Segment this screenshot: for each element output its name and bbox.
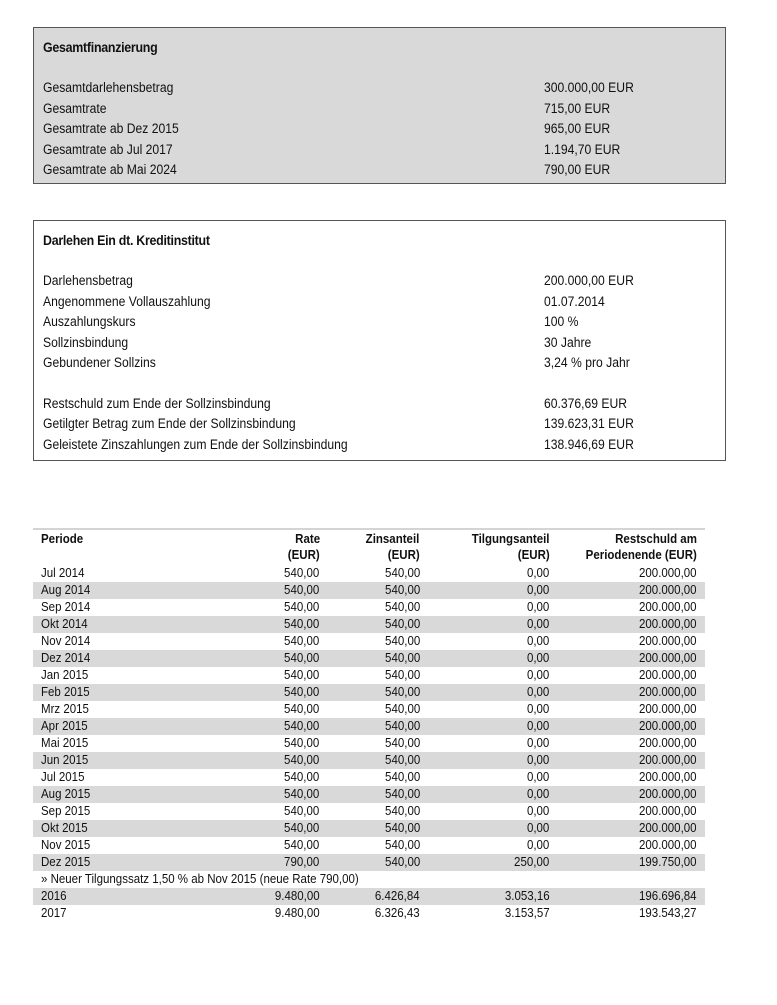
cell-restschuld: 196.696,84	[558, 888, 705, 905]
cell-periode: Aug 2015	[33, 786, 221, 803]
cell-rate: 540,00	[284, 702, 320, 716]
cell-zinsanteil: 540,00	[384, 702, 420, 716]
row-value: 200.000,00 EUR	[544, 273, 634, 288]
cell-zinsanteil: 6.426,84	[328, 888, 428, 905]
cell-periode: Apr 2015	[33, 718, 221, 735]
cell-restschuld: 200.000,00	[639, 770, 697, 784]
note-cell: » Neuer Tilgungssatz 1,50 % ab Nov 2015 (neue Rate 790,00)	[41, 872, 359, 886]
cell-zinsanteil: 540,00	[384, 736, 420, 750]
cell-restschuld: 200.000,00	[558, 582, 705, 599]
cell-rate: 540,00	[284, 770, 320, 784]
cell-periode: Feb 2015	[33, 684, 221, 701]
table-row	[33, 786, 705, 803]
row-value: 60.376,69 EUR	[544, 395, 628, 411]
cell-tilgungsanteil: 0,00	[527, 600, 550, 614]
cell-rate: 540,00	[284, 668, 320, 682]
cell-rate: 540,00	[221, 786, 328, 803]
cell-restschuld: 200.000,00	[558, 786, 705, 803]
cell-rate: 540,00	[221, 616, 328, 633]
cell-restschuld: 200.000,00	[639, 838, 697, 852]
cell-restschuld: 199.750,00	[558, 854, 705, 871]
cell-tilgungsanteil: 0,00	[428, 786, 558, 803]
cell-restschuld: 200.000,00	[639, 566, 697, 580]
cell-rate: 540,00	[284, 804, 320, 818]
column-header-tilgungsanteil: Tilgungsanteil (EUR)	[471, 532, 550, 562]
cell-periode: Dez 2015	[33, 854, 221, 871]
cell-tilgungsanteil: 0,00	[428, 684, 558, 701]
row-label: Geleistete Zinszahlungen zum Ende der Sollzinsbindung	[43, 436, 348, 452]
cell-tilgungsanteil: 250,00	[428, 854, 558, 871]
table-row	[33, 650, 705, 667]
table-row	[33, 701, 705, 718]
cell-tilgungsanteil: 0,00	[527, 702, 550, 716]
row-label: Restschuld zum Ende der Sollzinsbindung	[43, 395, 271, 411]
cell-rate: 540,00	[221, 820, 328, 837]
row-value: 715,00 EUR	[544, 100, 611, 116]
cell-rate: 540,00	[221, 582, 328, 599]
cell-restschuld: 200.000,00	[558, 616, 705, 633]
table-row	[33, 854, 705, 871]
table-row	[33, 803, 705, 820]
row-label: Sollzinsbindung	[43, 334, 129, 350]
cell-tilgungsanteil: 3.153,57	[504, 906, 550, 920]
cell-zinsanteil: 540,00	[384, 600, 420, 614]
cell-rate: 9.480,00	[221, 888, 328, 905]
cell-tilgungsanteil: 0,00	[527, 736, 550, 750]
cell-rate: 790,00	[221, 854, 328, 871]
cell-rate: 540,00	[221, 752, 328, 769]
cell-tilgungsanteil: 0,00	[527, 566, 550, 580]
cell-tilgungsanteil: 0,00	[428, 718, 558, 735]
cell-periode: Okt 2015	[33, 820, 221, 837]
cell-zinsanteil: 540,00	[328, 650, 428, 667]
cell-zinsanteil: 540,00	[384, 634, 420, 648]
cell-tilgungsanteil: 0,00	[428, 616, 558, 633]
cell-periode: Jun 2015	[33, 752, 221, 769]
cell-periode: Dez 2014	[33, 650, 221, 667]
loan-row	[43, 292, 717, 313]
loan-row	[43, 312, 717, 333]
row-label: Gesamtrate ab Mai 2024	[43, 162, 177, 177]
cell-tilgungsanteil: 0,00	[428, 752, 558, 769]
summary-row	[43, 99, 717, 120]
cell-rate: 540,00	[284, 736, 320, 750]
cell-zinsanteil: 540,00	[384, 804, 420, 818]
cell-periode: 2016	[33, 888, 221, 905]
cell-rate: 9.480,00	[274, 906, 320, 920]
gesamtfinanzierung-title: Gesamtfinanzierung	[43, 40, 158, 55]
cell-rate: 540,00	[221, 718, 328, 735]
loan-row	[43, 353, 717, 374]
cell-zinsanteil: 540,00	[328, 718, 428, 735]
column-header-periode: Periode	[41, 532, 84, 546]
row-label: Gesamtrate ab Dez 2015	[43, 121, 179, 136]
table-row	[33, 888, 705, 905]
table-row	[33, 769, 705, 786]
cell-tilgungsanteil: 0,00	[527, 770, 550, 784]
table-row	[33, 735, 705, 752]
cell-tilgungsanteil: 3.053,16	[428, 888, 558, 905]
row-value: 138.946,69 EUR	[544, 436, 634, 452]
row-label: Gebundener Sollzins	[43, 355, 156, 370]
row-value: 100 %	[544, 314, 579, 329]
row-value: 300.000,00 EUR	[544, 80, 634, 95]
cell-zinsanteil: 540,00	[384, 770, 420, 784]
cell-restschuld: 200.000,00	[639, 736, 697, 750]
table-note-row	[33, 871, 705, 888]
summary-row	[43, 160, 717, 181]
loan-summary-row	[43, 435, 717, 456]
row-value: 3,24 % pro Jahr	[544, 355, 630, 370]
cell-periode: Jan 2015	[41, 668, 89, 682]
darlehen-title: Darlehen Ein dt. Kreditinstitut	[43, 233, 210, 248]
table-row	[33, 616, 705, 633]
cell-zinsanteil: 540,00	[328, 786, 428, 803]
cell-zinsanteil: 540,00	[328, 684, 428, 701]
cell-periode: Jul 2015	[41, 770, 85, 784]
row-label: Gesamtrate	[43, 100, 107, 116]
cell-zinsanteil: 540,00	[328, 752, 428, 769]
cell-tilgungsanteil: 0,00	[428, 582, 558, 599]
cell-periode: Nov 2014	[41, 634, 91, 648]
row-value: 1.194,70 EUR	[544, 141, 621, 157]
cell-rate: 540,00	[284, 566, 320, 580]
cell-periode: 2017	[41, 906, 67, 920]
row-label: Angenommene Vollauszahlung	[43, 293, 211, 309]
row-value: 01.07.2014	[544, 293, 605, 309]
cell-restschuld: 200.000,00	[558, 650, 705, 667]
cell-tilgungsanteil: 0,00	[428, 820, 558, 837]
summary-row	[43, 140, 717, 161]
cell-tilgungsanteil: 0,00	[527, 668, 550, 682]
cell-periode: Okt 2014	[33, 616, 221, 633]
cell-rate: 540,00	[284, 634, 320, 648]
table-body	[33, 565, 705, 922]
cell-zinsanteil: 540,00	[384, 838, 420, 852]
cell-restschuld: 200.000,00	[558, 684, 705, 701]
cell-restschuld: 200.000,00	[639, 668, 697, 682]
column-header-rate: Rate (EUR)	[287, 532, 320, 562]
table-row	[33, 667, 705, 684]
cell-periode: Aug 2014	[33, 582, 221, 599]
cell-zinsanteil: 540,00	[328, 820, 428, 837]
table-row	[33, 752, 705, 769]
cell-zinsanteil: 6.326,43	[375, 906, 420, 920]
cell-rate: 540,00	[221, 650, 328, 667]
cell-tilgungsanteil: 0,00	[527, 634, 550, 648]
column-header-zinsanteil: Zinsanteil (EUR)	[366, 532, 420, 562]
table-row	[33, 582, 705, 599]
cell-restschuld: 200.000,00	[558, 752, 705, 769]
row-label: Gesamtdarlehensbetrag	[43, 80, 174, 95]
darlehen-panel	[33, 220, 726, 461]
cell-zinsanteil: 540,00	[328, 582, 428, 599]
table-row	[33, 565, 705, 582]
table-row	[33, 633, 705, 650]
cell-restschuld: 200.000,00	[639, 600, 697, 614]
table-header-row	[33, 529, 705, 565]
cell-periode: Jul 2014	[41, 566, 85, 580]
row-label: Getilgter Betrag zum Ende der Sollzinsbindung	[43, 416, 296, 431]
table-row	[33, 684, 705, 701]
cell-restschuld: 200.000,00	[639, 804, 697, 818]
cell-rate: 540,00	[221, 684, 328, 701]
summary-row	[43, 78, 717, 99]
row-label: Darlehensbetrag	[43, 273, 133, 288]
row-label: Gesamtrate ab Jul 2017	[43, 141, 173, 157]
summary-row	[43, 119, 717, 140]
repayment-schedule-table	[33, 528, 705, 922]
cell-rate: 540,00	[284, 838, 320, 852]
cell-restschuld: 193.543,27	[639, 906, 697, 920]
cell-periode: Sep 2014	[41, 600, 91, 614]
row-label: Auszahlungskurs	[43, 314, 136, 329]
cell-tilgungsanteil: 0,00	[527, 804, 550, 818]
table-row	[33, 718, 705, 735]
row-value: 790,00 EUR	[544, 162, 611, 177]
cell-zinsanteil: 540,00	[328, 854, 428, 871]
cell-periode: Mai 2015	[41, 736, 89, 750]
loan-summary-row	[43, 394, 717, 415]
table-row	[33, 599, 705, 616]
loan-summary-row	[43, 414, 717, 435]
cell-restschuld: 200.000,00	[558, 718, 705, 735]
cell-periode: Mrz 2015	[41, 702, 89, 716]
table-row	[33, 820, 705, 837]
loan-row	[43, 333, 717, 354]
row-value: 30 Jahre	[544, 334, 592, 350]
column-header-restschuld: Restschuld am Periodenende (EUR)	[585, 532, 697, 562]
table-row	[33, 837, 705, 854]
cell-restschuld: 200.000,00	[558, 820, 705, 837]
cell-periode: Sep 2015	[41, 804, 91, 818]
cell-zinsanteil: 540,00	[384, 668, 420, 682]
loan-row	[43, 271, 717, 292]
row-value: 139.623,31 EUR	[544, 416, 634, 431]
gesamtfinanzierung-panel	[33, 27, 726, 184]
cell-restschuld: 200.000,00	[639, 634, 697, 648]
cell-zinsanteil: 540,00	[328, 616, 428, 633]
table-row	[33, 905, 705, 922]
cell-zinsanteil: 540,00	[384, 566, 420, 580]
row-value: 965,00 EUR	[544, 121, 611, 136]
cell-periode: Nov 2015	[41, 838, 91, 852]
cell-tilgungsanteil: 0,00	[527, 838, 550, 852]
cell-restschuld: 200.000,00	[639, 702, 697, 716]
cell-rate: 540,00	[284, 600, 320, 614]
cell-tilgungsanteil: 0,00	[428, 650, 558, 667]
